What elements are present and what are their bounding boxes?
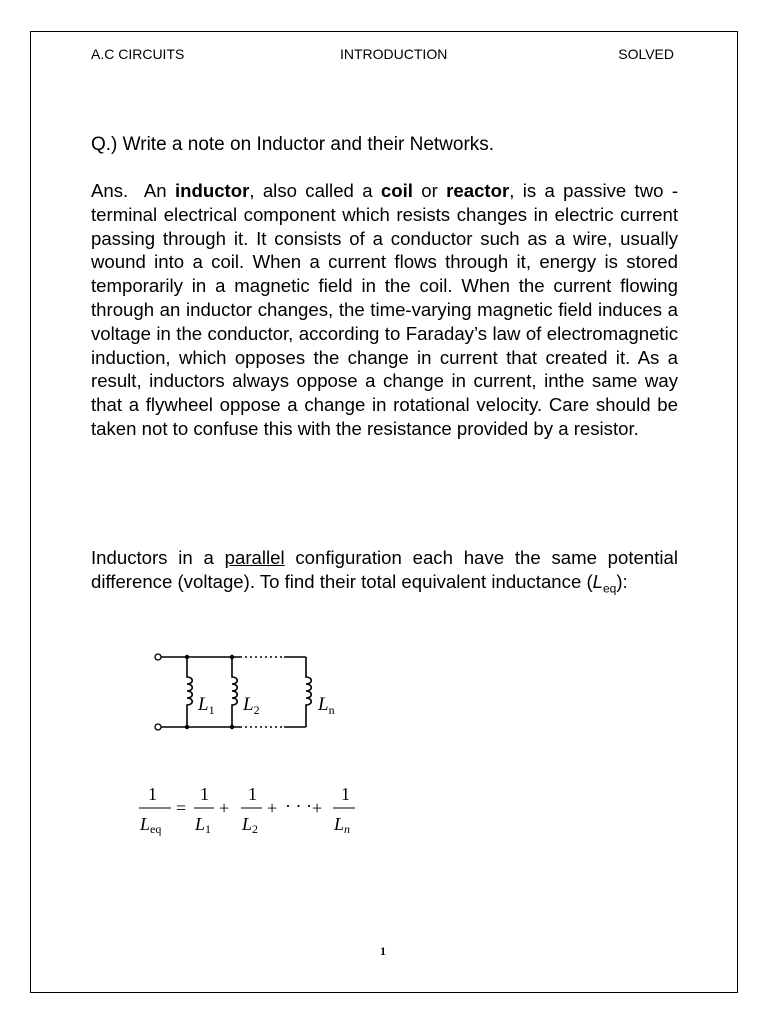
answer-paragraph — [91, 179, 678, 441]
answer-text: . — [633, 417, 639, 439]
numerator-1: 1 — [248, 784, 257, 804]
link-resistor[interactable]: resistor — [573, 417, 634, 439]
label-l1: $L_1$ — [198, 694, 215, 717]
numerator-1: 1 — [341, 784, 350, 804]
inductor-l2 — [232, 657, 237, 727]
terminal-top — [155, 654, 161, 660]
answer-text: or — [421, 180, 438, 201]
parallel-text: configuration each have the same potential difference (voltage). To find their total equivalent inductance ( — [91, 547, 678, 592]
link-faraday[interactable]: Faraday’s — [405, 322, 488, 344]
link-resistance[interactable]: resistance — [366, 417, 452, 439]
parallel-inductor-circuit — [148, 648, 368, 738]
plus-sign: + — [312, 798, 323, 818]
parallel-paragraph — [91, 546, 678, 601]
denominator-leq: Leq — [140, 814, 162, 836]
header-center: INTRODUCTION — [340, 46, 448, 62]
leq-subscript: eq — [603, 581, 617, 596]
answer-prefix: Ans. — [91, 180, 129, 201]
denominator-l1: L1 — [195, 814, 212, 836]
page-number: 1 — [380, 944, 386, 958]
answer-text: , also called a — [249, 180, 373, 201]
label-ln: $L_n$ — [318, 694, 335, 717]
numerator-1: 1 — [148, 784, 157, 804]
equivalent-inductance-formula — [130, 776, 390, 840]
leq-symbol: L — [592, 571, 603, 592]
denominator-ln: Ln — [334, 814, 351, 836]
term-coil: coil — [380, 180, 413, 201]
plus-sign: + — [267, 798, 278, 818]
parallel-text: Inductors in a — [91, 547, 214, 568]
answer-text: provided by a — [456, 417, 569, 439]
denominator-l2: L2 — [242, 814, 259, 836]
plus-sign: + — [219, 798, 230, 818]
equals-sign: = — [176, 798, 187, 818]
term-inductor: inductor — [174, 180, 250, 201]
term-reactor: reactor — [446, 180, 510, 201]
header-left: A.C CIRCUITS — [91, 46, 185, 62]
inductor-l1 — [187, 657, 192, 727]
question-heading: Q.) Write a note on Inductor and their Networks. — [91, 134, 495, 155]
parallel-text: ): — [616, 571, 628, 592]
label-l2: $L_2$ — [243, 694, 260, 717]
terminal-bottom — [155, 724, 161, 730]
inductor-ln — [306, 657, 311, 727]
page-border — [30, 31, 738, 993]
answer-text: law of electromagnetic induction, which opposes the change in current that created it. As a result, inductors always oppose a change in current, inthe same way that a — [91, 322, 679, 416]
link-flywheel[interactable]: flywheel — [145, 394, 213, 416]
header-right: SOLVED — [618, 46, 674, 62]
link-parallel[interactable]: parallel — [224, 547, 285, 568]
answer-text: , is a passive two - terminal electrical component which resists changes in electric current passing through it. It consists of a conductor such as a wire, usually wound into a coil. When a current flows through it, energy is stored temporarily in a magnetic field in the coil. When the current flowing through an inductor changes, the time-varying magnetic field induces a voltage in the conductor, according to — [91, 180, 679, 344]
ellipsis: · · · — [285, 796, 312, 816]
answer-text: oppose a change in rotational velocity. Care should be taken not to confuse this with the — [91, 394, 678, 439]
numerator-1: 1 — [200, 784, 209, 804]
answer-text: An — [143, 180, 167, 201]
